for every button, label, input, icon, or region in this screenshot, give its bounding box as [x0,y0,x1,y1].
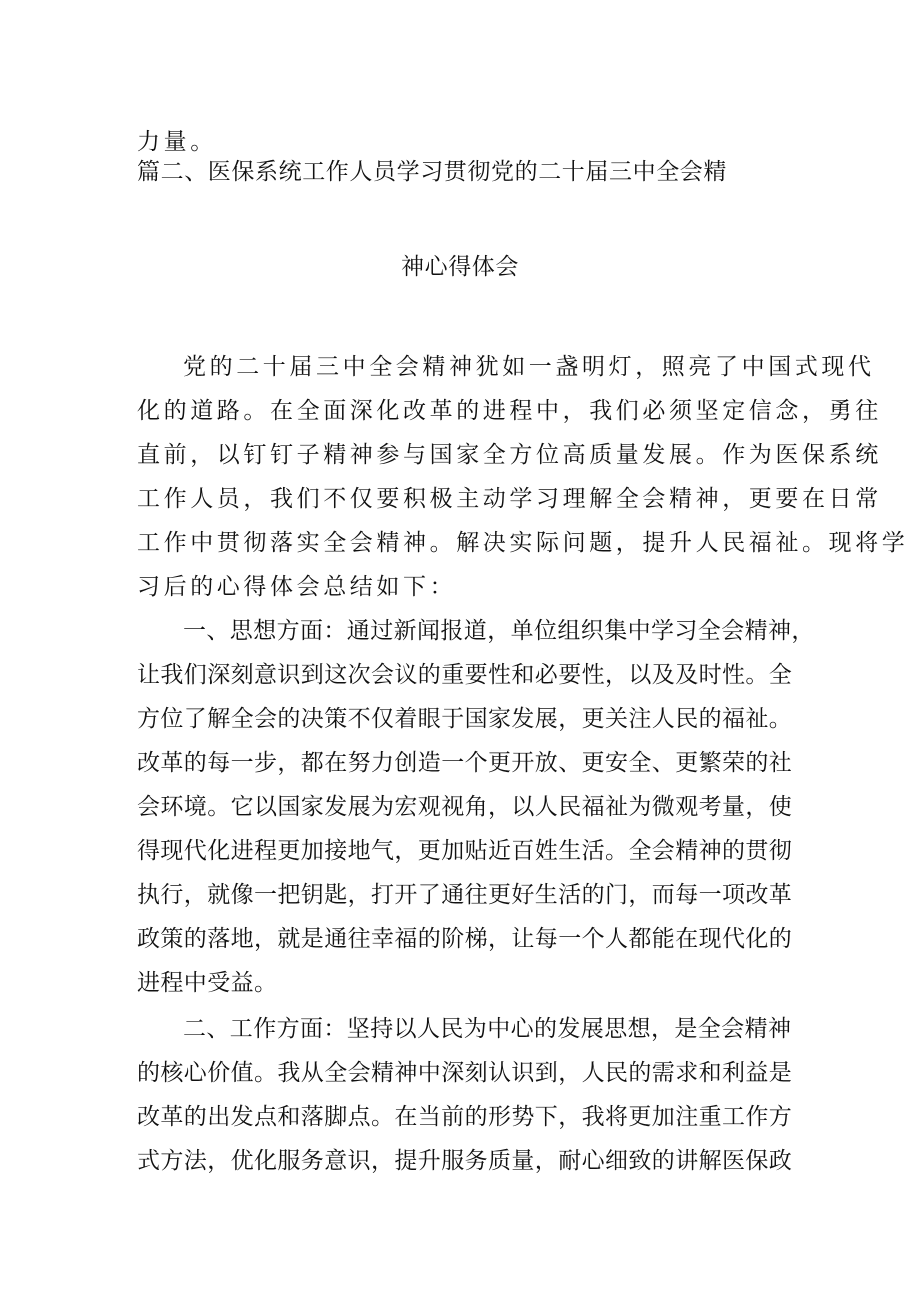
paragraph-line: 让我们深刻意识到这次会议的重要性和必要性，以及及时性。全 [137,662,793,688]
paragraph-line: 习后的心得体会总结如下： [137,574,457,600]
paragraph-line: 改革的出发点和落脚点。在当前的形势下，我将更加注重工作方 [137,1104,793,1130]
paragraph-line: 进程中受益。 [137,970,278,996]
paragraph-line: 工作人员，我们不仅要积极主动学习理解全会精神，更要在日常 [137,486,882,512]
paragraph-line: 执行，就像一把钥匙，打开了通往更好生活的门，而每一项改革 [137,882,793,908]
paragraph-line: 直前，以钉钉子精神参与国家全方位高质量发展。作为医保系统 [137,442,882,468]
paragraph-line: 会环境。它以国家发展为宏观视角，以人民福祉为微观考量，使 [137,794,793,820]
section-heading-line2: 神心得体会 [401,254,519,280]
previous-section-tail: 力量。 [137,129,217,155]
paragraph-line: 一、思想方面：通过新闻报道，单位组织集中学习全会精神， [183,618,815,644]
paragraph-line: 的核心价值。我从全会精神中深刻认识到，人民的需求和利益是 [137,1060,793,1086]
section-heading-line1: 篇二、医保系统工作人员学习贯彻党的二十届三中全会精 [137,159,727,185]
paragraph-line: 式方法，优化服务意识，提升服务质量，耐心细致的讲解医保政 [137,1148,793,1174]
paragraph-line: 化的道路。在全面深化改革的进程中，我们必须坚定信念，勇往 [137,398,882,424]
paragraph-line: 党的二十届三中全会精神犹如一盏明灯，照亮了中国式现代 [183,354,875,380]
paragraph-line: 方位了解全会的决策不仅着眼于国家发展，更关注人民的福祉。 [137,706,793,732]
paragraph-line: 改革的每一步，都在努力创造一个更开放、更安全、更繁荣的社 [137,750,793,776]
paragraph-line: 得现代化进程更加接地气，更加贴近百姓生活。全会精神的贯彻 [137,838,793,864]
paragraph-line: 政策的落地，就是通往幸福的阶梯，让每一个人都能在现代化的 [137,926,793,952]
paragraph-line: 二、工作方面：坚持以人民为中心的发展思想，是全会精神 [183,1016,792,1042]
paragraph-line: 工作中贯彻落实全会精神。解决实际问题，提升人民福祉。现将学 [137,530,909,556]
